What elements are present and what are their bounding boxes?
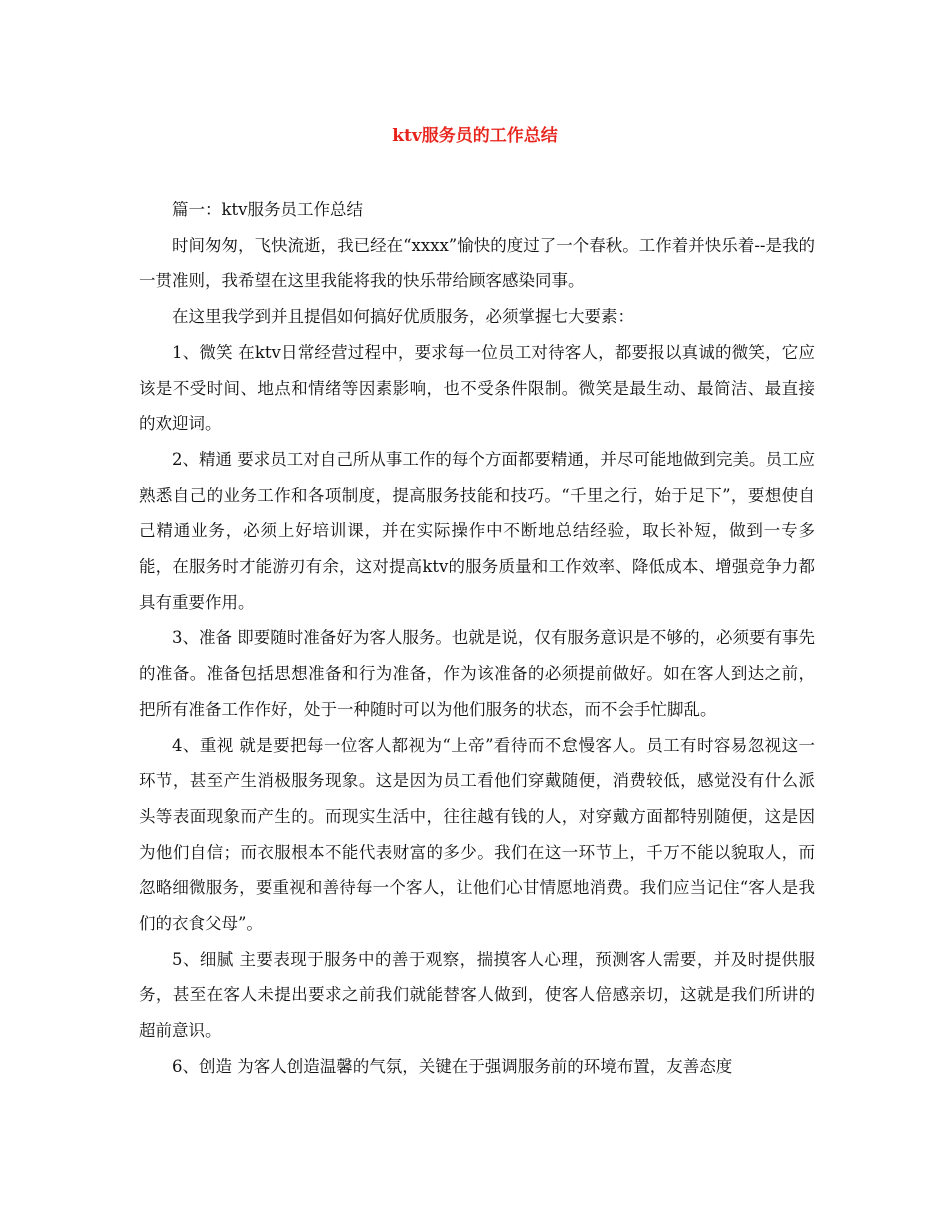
section-heading: 篇一：ktv服务员工作总结 (172, 200, 363, 219)
element-preparation-paragraph: 3、准备 即要随时准备好为客人服务。也就是说，仅有服务意识是不够的，必须要有事先的准备。准备包括思想准备和行为准备，作为该准备的必须提前做好。如在客人到达之前，把所有准备工作作好，处于一种随时可以为他们服务的状态，而不会手忙脚乱。 (139, 628, 815, 719)
document-title: ktv服务员的工作总结 (392, 126, 558, 146)
document-body (139, 192, 815, 1085)
element-creation-paragraph: 6、创造 为客人创造温馨的气氛，关键在于强调服务前的环境布置，友善态度 (172, 1056, 733, 1076)
elements-intro-paragraph: 在这里我学到并且提倡如何搞好优质服务，必须掌握七大要素： (172, 307, 634, 327)
element-proficiency-paragraph: 2、精通 要求员工对自己所从事工作的每个方面都要精通，并尽可能地做到完美。员工应熟悉自己的业务工作和各项制度，提高服务技能和技巧。“千里之行，始于足下”，要想使自己精通业务，必须上好培训课，并在实际操作中不断地总结经验，取长补短，做到一专多能，在服务时才能游刃有余，这对提高ktv的服务质量和工作效率、降低成本、增强竞争力都具有重要作用。 (139, 449, 815, 612)
element-delicacy-paragraph: 5、细腻 主要表现于服务中的善于观察，揣摸客人心理，预测客人需要，并及时提供服务，甚至在客人未提出要求之前我们就能替客人做到，使客人倍感亲切，这就是我们所讲的超前意识。 (139, 949, 815, 1041)
element-attention-paragraph: 4、重视 就是要把每一位客人都视为“上帝”看待而不怠慢客人。员工有时容易忽视这一环节，甚至产生消极服务现象。这是因为员工看他们穿戴随便，消费较低，感觉没有什么派头等表面现象而产生的。而现实生活中，往往越有钱的人，对穿戴方面都特别随便，这是因为他们自信；而衣服根本不能代表财富的多少。我们在这一环节上，千万不能以貌取人，而忽略细微服务，要重视和善待每一个客人，让他们心甘情愿地消费。我们应当记住“客人是我们的衣食父母”。 (139, 735, 815, 934)
intro-paragraph: 时间匆匆，飞快流逝，我已经在“xxxx”愉快的度过了一个春秋。工作着并快乐着--是我的一贯准则，我希望在这里我能将我的快乐带给顾客感染同事。 (139, 235, 815, 291)
element-smile-paragraph: 1、微笑 在ktv日常经营过程中，要求每一位员工对待客人，都要报以真诚的微笑，它应该是不受时间、地点和情绪等因素影响，也不受条件限制。微笑是最生动、最简洁、最直接的欢迎词。 (139, 342, 815, 434)
